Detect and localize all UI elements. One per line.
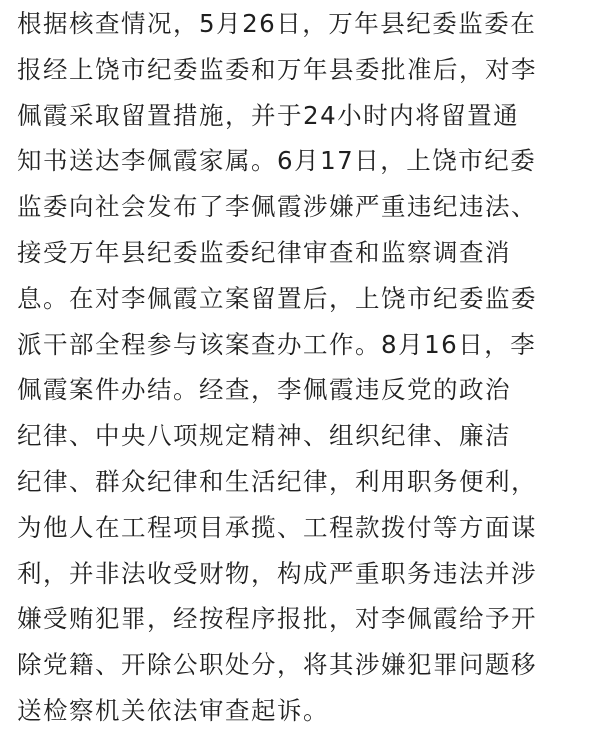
text-line: 接受万年县纪委监委纪律审查和监察调查消 (17, 237, 511, 267)
text-line: 纪律、群众纪律和生活纪律，利用职务便利， (17, 466, 537, 496)
text-line: 佩霞采取留置措施，并于24小时内将留置通 (17, 100, 520, 130)
text-line: 嫌受贿犯罪，经按程序报批，对李佩霞给予开 (17, 604, 537, 634)
text-line: 知书送达李佩霞家属。6月17日，上饶市纪委 (17, 146, 537, 176)
text-line: 根据核查情况，5月26日，万年县纪委监委在 (17, 9, 537, 38)
text-line: 监委向社会发布了李佩霞涉嫌严重违纪违法、 (17, 192, 537, 222)
text-line: 为他人在工程项目承揽、工程款拨付等方面谋 (17, 512, 537, 542)
text-line: 送检察机关依法审查起诉。 (17, 695, 329, 725)
text-line: 报经上饶市纪委监委和万年县委批准后，对李 (17, 54, 537, 84)
text-line: 派干部全程参与该案查办工作。8月16日，李 (17, 329, 537, 359)
text-line: 纪律、中央八项规定精神、组织纪律、廉洁 (17, 421, 511, 451)
text-line: 佩霞案件办结。经查，李佩霞违反党的政治 (17, 375, 511, 405)
text-line: 除党籍、开除公职处分，将其涉嫌犯罪问题移 (17, 650, 537, 680)
text-line: 息。在对李佩霞立案留置后，上饶市纪委监委 (17, 283, 537, 313)
text-line: 利，并非法收受财物，构成严重职务违法并涉 (17, 558, 537, 588)
